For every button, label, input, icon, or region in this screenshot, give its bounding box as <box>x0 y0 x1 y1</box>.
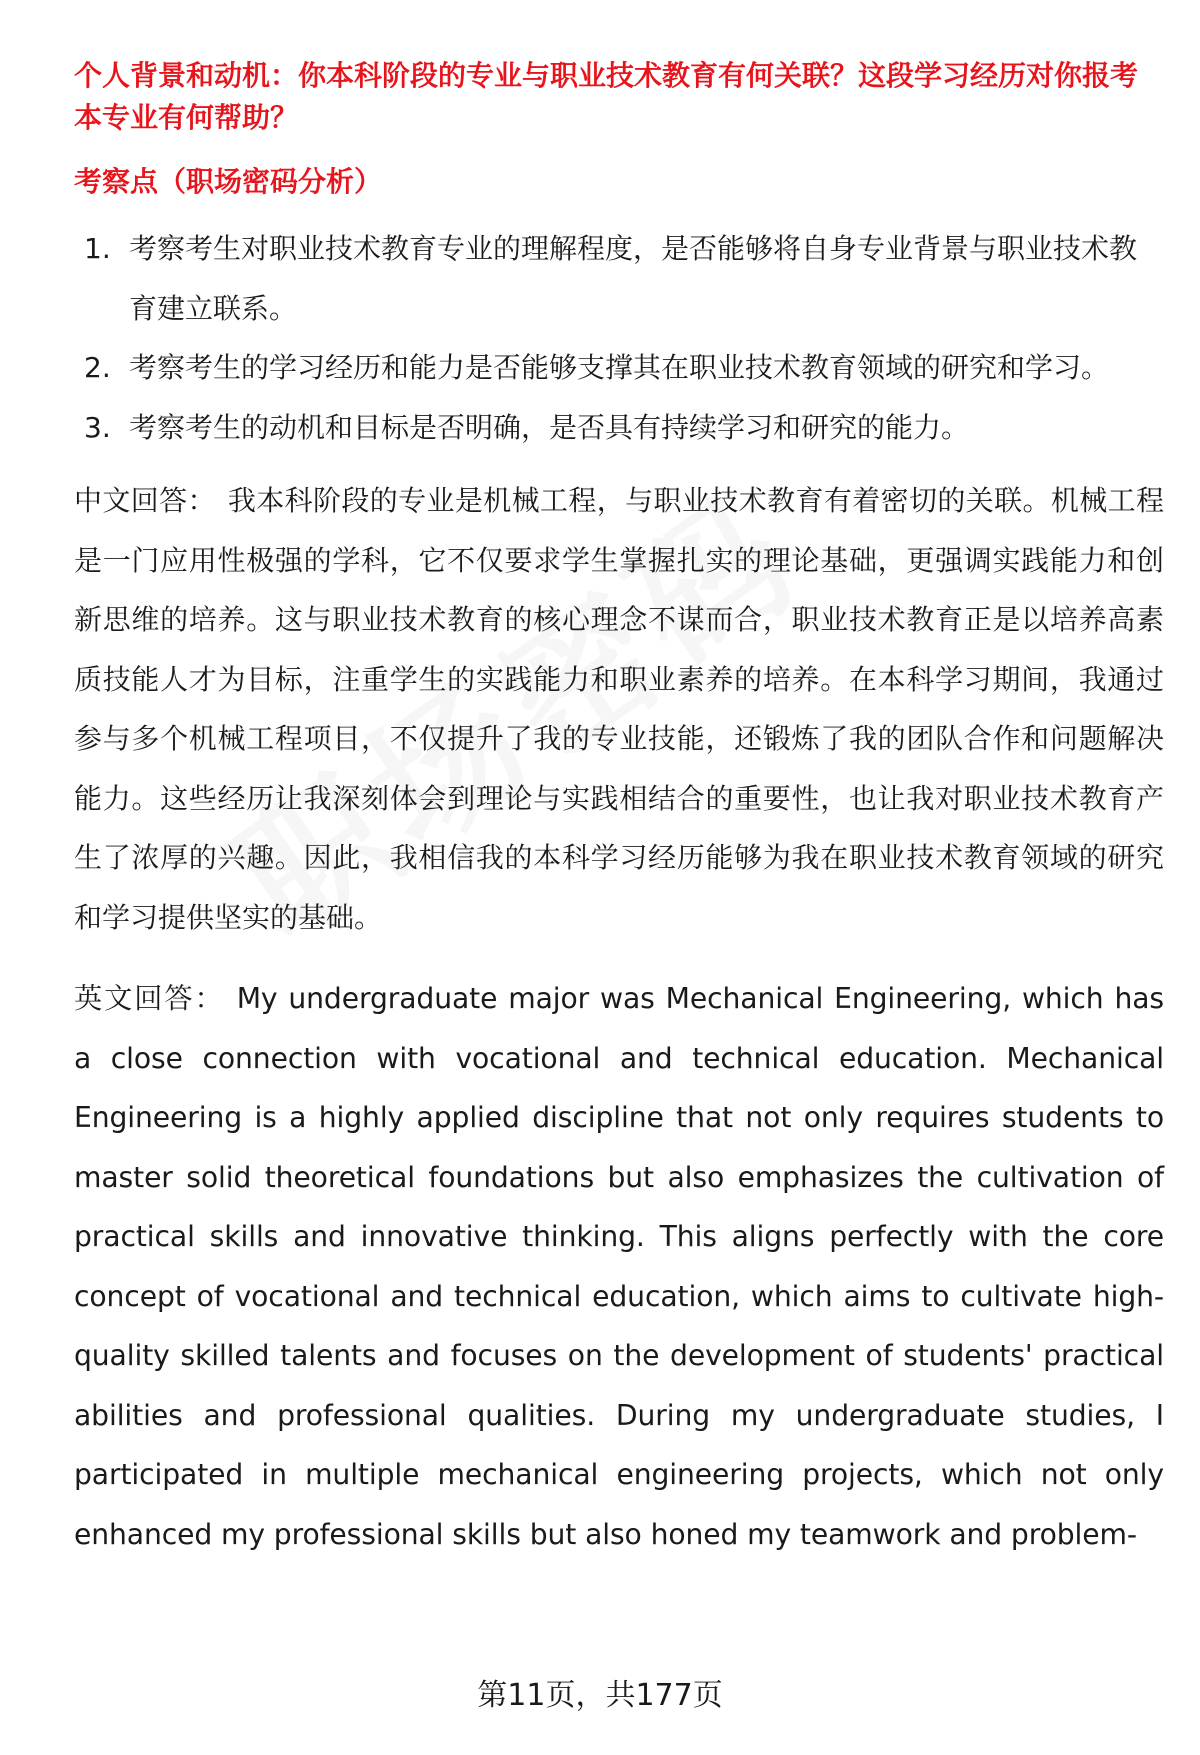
list-item <box>74 338 1164 398</box>
document-body <box>74 55 1164 1564</box>
analysis-heading: 考察点（职场密码分析） <box>74 165 383 198</box>
list-item-text: 考察考生对职业技术教育专业的理解程度，是否能够将自身专业背景与职业技术教育建立联系。 <box>129 232 1138 325</box>
chinese-answer-label: 中文回答： <box>74 484 216 517</box>
chinese-answer <box>74 471 1164 947</box>
analysis-points-list <box>74 219 1164 457</box>
list-item-number: 3. <box>84 410 111 444</box>
page-number: 第11页，共177页 <box>477 1678 723 1713</box>
english-answer <box>74 969 1164 1564</box>
question-heading: 个人背景和动机：你本科阶段的专业与职业技术教育有何关联？这段学习经历对你报考本专业有何帮助？ <box>74 59 1139 134</box>
list-item-number: 2. <box>84 351 111 384</box>
list-item-text: 考察考生的学习经历和能力是否能够支撑其在职业技术教育领域的研究和学习。 <box>129 351 1110 384</box>
english-answer-label: 英文回答： <box>74 982 225 1015</box>
list-item-text: 考察考生的动机和目标是否明确，是否具有持续学习和研究的能力。 <box>129 410 970 444</box>
english-answer-text: My undergraduate major was Mechanical Engineering, which has a close connection with vocational and technical education. Mechanical Engineering is a highly applied discipline that not only requires students to master solid theoretical foundations but also emphasizes the cultivation of practical skills and innovative thinking. This aligns perfectly with the core concept of vocational and technical education, which aims to cultivate high-quality skilled talents and focuses on the development of students' practical abilities and professional qualities. During my undergraduate studies, I participated in multiple mechanical engineering projects, which not only enhanced my professional skills but also honed my teamwork and problem- <box>74 982 1164 1551</box>
list-item-number: 1. <box>84 232 111 265</box>
list-item <box>74 219 1164 338</box>
list-item <box>74 398 1164 458</box>
chinese-answer-text: 我本科阶段的专业是机械工程，与职业技术教育有着密切的关联。机械工程是一门应用性极强的学科，它不仅要求学生掌握扎实的理论基础，更强调实践能力和创新思维的培养。这与职业技术教育的核心理念不谋而合，职业技术教育正是以培养高素质技能人才为目标，注重学生的实践能力和职业素养的培养。在本科学习期间，我通过参与多个机械工程项目，不仅提升了我的专业技能，还锻炼了我的团队合作和问题解决能力。这些经历让我深刻体会到理论与实践相结合的重要性，也让我对职业技术教育产生了浓厚的兴趣。因此，我相信我的本科学习经历能够为我在职业技术教育领域的研究和学习提供坚实的基础。 <box>74 484 1164 934</box>
